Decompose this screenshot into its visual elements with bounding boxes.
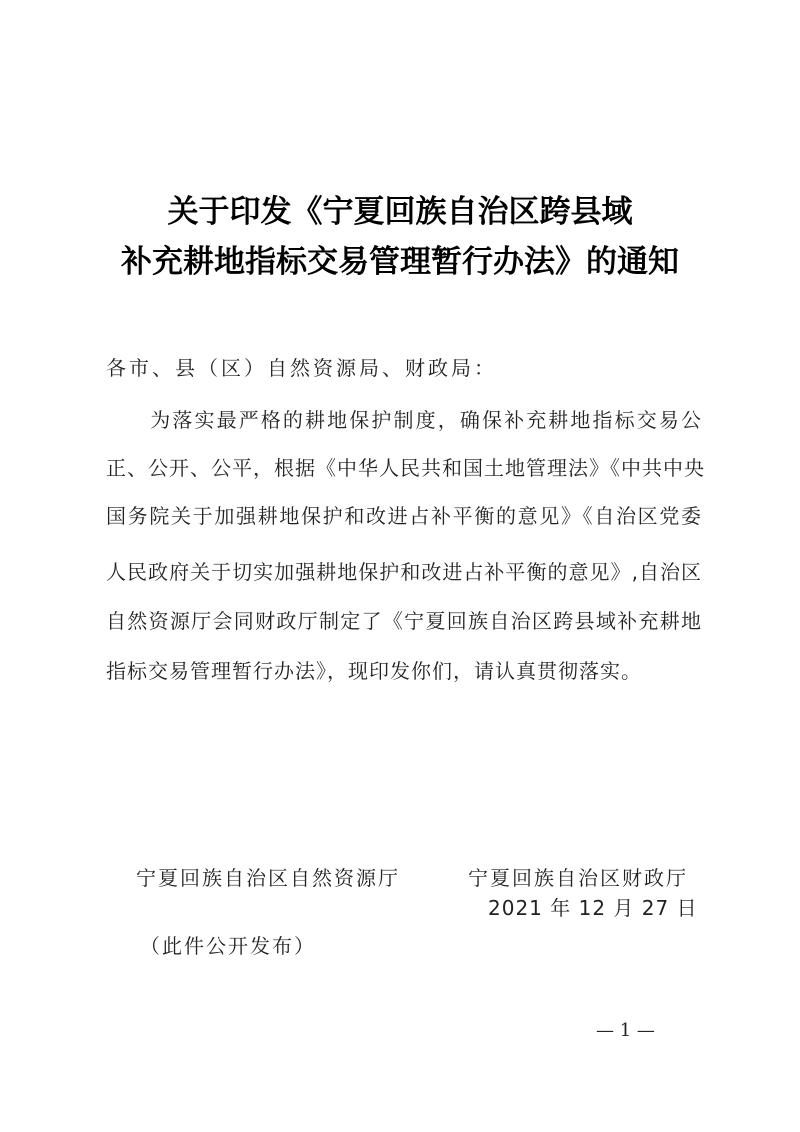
body-line: 指标交易管理暂行办法》，现印发你们，请认真贯彻落实。 bbox=[106, 659, 642, 683]
document-title-line-1: 关于印发《宁夏回族自治区跨县域 bbox=[167, 194, 633, 230]
signature-finance: 宁夏回族自治区财政厅 bbox=[468, 866, 688, 890]
issue-date: 2021 年 12 月 27 日 bbox=[488, 896, 698, 920]
body-line: 国务院关于加强耕地保护和改进占补平衡的意见》《自治区党委 bbox=[106, 504, 702, 528]
salutation: 各市、县（区）自然资源局、财政局： bbox=[106, 356, 497, 380]
public-release-note: （此件公开发布） bbox=[140, 934, 316, 958]
page-number: — 1 — bbox=[596, 1020, 655, 1041]
body-line: 人民政府关于切实加强耕地保护和改进占补平衡的意见》,自治区 bbox=[106, 560, 702, 584]
body-line: 正、公开、公平，根据《中华人民共和国土地管理法》《中共中央 bbox=[106, 456, 705, 480]
signature-natural-resources: 宁夏回族自治区自然资源厅 bbox=[136, 866, 400, 890]
body-line: 为落实最严格的耕地保护制度，确保补充耕地指标交易公 bbox=[106, 408, 702, 432]
document-title-line-2: 补充耕地指标交易管理暂行办法》的通知 bbox=[121, 244, 679, 280]
body-line: 自然资源厅会同财政厅制定了《宁夏回族自治区跨县域补充耕地 bbox=[106, 609, 702, 633]
